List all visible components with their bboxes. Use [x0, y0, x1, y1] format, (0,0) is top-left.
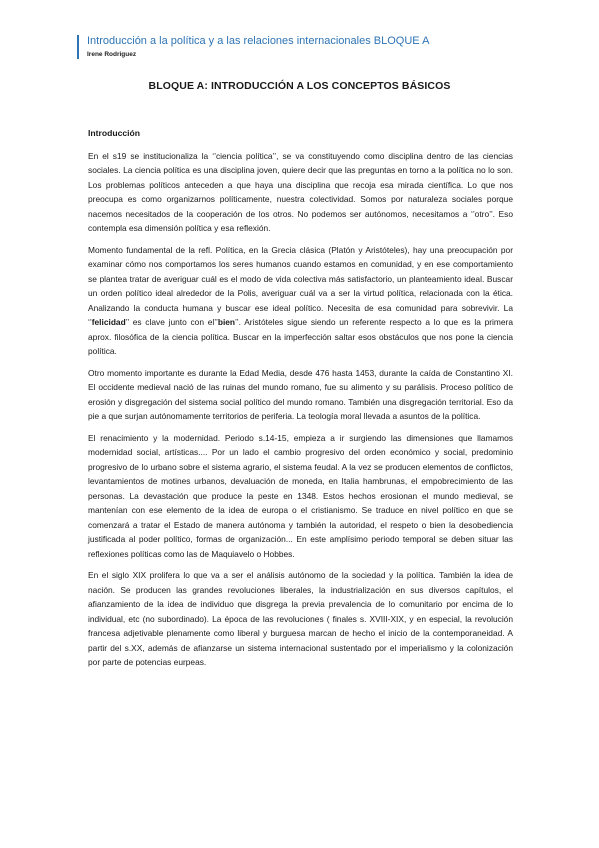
paragraph-3-text: Otro momento importante es durante la Edad Media, desde 476 hasta 1453, durante la caída de Constantino XI. El occidente medieval nació de las ruinas del mundo romano, fue su alimento y su parálisis. Proceso político de erosión y disgregación del sistema social político del mundo romano. También una disgregación territorial. Eso da pie a que surjan autónomamente territorios de periferia. La teología moral llevada a asuntos de la política.	[88, 367, 513, 421]
paragraph-4	[88, 431, 513, 562]
paragraph-1-text: En el s19 se institucionaliza la ‘’ciencia política’’, se va constituyendo como disciplina dentro de las ciencias sociales. La ciencia política es una disciplina joven, quiere decir que las preguntas en torno a la política no lo son. Los problemas políticos anteceden a que haya una disciplina que recoja esa mirada científica. Lo que nos preocupa es como organizarnos políticamente, nuestra colectividad. Somos por naturaleza sociales porque nacemos necesitados de la cooperación de los otros. No podemos ser autónomos, necesitamos a ‘’otro’’. Eso contempla esa dimensión política y esa reflexión.	[88, 150, 513, 233]
bold-term-felicidad: felicidad	[91, 317, 126, 327]
paragraph-4-text: El renacimiento y la modernidad. Periodo s.14-15, empieza a ir surgiendo las dimensiones que llamamos modernidad social, artísticas.... Por un lado el cambio progresivo del orden económico y social, predominio progresivo de lo urbano sobre el sistema agrario, el sistema feudal. A la vez se producen elementos de conflictos, levantamientos de motines urbanos, devaluación de moneda, en Italia hambrunas, el empobrecimiento de las personas. La devastación que produce la peste en 1348. Estos hechos erosionan el mundo medieval, se mantenían con ese elemento de la idea de europa o el cristianismo. Se traduce en nivel político en que se comenzará a tratar el Estado de manera autónoma y también la autoridad, el respeto o bien la desobediencia justificada al poder político, formas de organización... En este amplísimo periodo temporal se deben situar las reflexiones políticas como las de Maquiavelo o Hobbes.	[88, 432, 513, 559]
bold-term-bien: bien	[217, 317, 236, 327]
paragraph-5	[88, 568, 513, 670]
document-title: BLOQUE A: INTRODUCCIÓN A LOS CONCEPTOS BÁSICOS	[148, 80, 451, 92]
header-author: Irene Rodriguez	[87, 51, 137, 58]
paragraph-1	[88, 149, 513, 236]
paragraph-2-text-c: ’’. Aristóteles sigue siendo un referente respecto a lo que es la primera aprox. filosófica de la ciencia política. Buscar en la imperfección saltar esos obstáculos que nos pone la ciencia política.	[88, 317, 514, 356]
paragraph-5-text: En el siglo XIX prolifera lo que va a ser el análisis autónomo de la sociedad y la política. También la idea de nación. Se producen las grandes revoluciones liberales, la industrialización en sus diversos capítulos, el afianzamiento de la idea de individuo que disgrega la previa prevalencia de lo comunitario por encima de lo individual, etc (no subordinado). La época de las revoluciones ( finales s. XVIII-XIX, y en especial, la revolución francesa adjetivable plenamente como liberal y burguesa marcan de hecho el inicio de la contemporaneidad. A partir del s.XX, además de afianzarse un sistema internacional sustentado por el imperialismo y la colonización por parte de potencias eurpeas.	[88, 570, 513, 667]
paragraph-2-text: Momento fundamental de la refl. Política, en la Grecia clásica (Platón y Aristóteles), hay una preocupación por examinar cómo nos comportamos los seres humanos cuando estamos en comunidad, y en ese comportamiento se plantea tratar de averiguar cuál es el modo de vida colectiva más satisfactorio, un planteamiento ideal. Buscar un orden político ideal alrededor de la Polis, averiguar cuál va a ser la virtud política, relacionada con la ética. Analizando la conducta humana y buscar ese ideal político. Necesita de esa comunidad para sobrevivir. La ‘’	[88, 244, 513, 327]
paragraph-2-text-b: ’’ es clave junto con el’’	[125, 317, 218, 327]
page-header	[77, 35, 429, 59]
header-title: Introducción a la política y a las relaciones internacionales BLOQUE A	[87, 35, 430, 47]
paragraph-2	[88, 243, 513, 359]
paragraph-3	[88, 366, 513, 424]
document-body	[88, 126, 513, 677]
section-heading: Introducción	[88, 128, 141, 138]
